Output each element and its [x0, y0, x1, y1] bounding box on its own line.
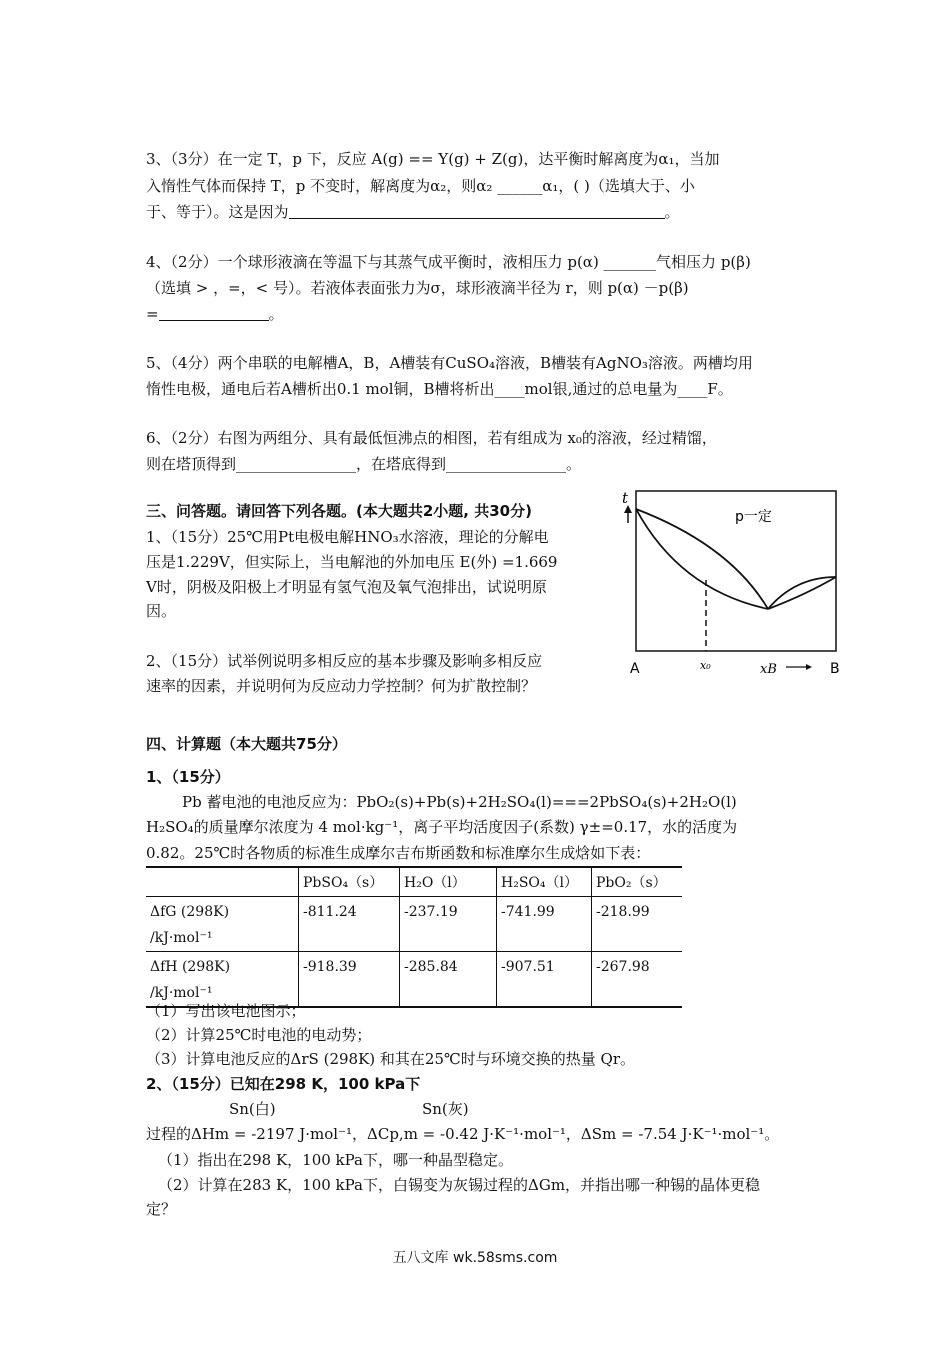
sec3-q1-line2: 压是1.229V，但实际上，当电解池的外加电压 E(外) =1.669: [146, 553, 558, 571]
table-header-row: [146, 867, 682, 897]
thermo-data-table: [146, 866, 682, 1008]
sec4-q2-head-text: 2、（15分）已知在298 K，100 kPa下: [146, 1075, 421, 1093]
diagram-pressure-label: p一定: [735, 509, 772, 525]
sec4-q2-sub2a: （2）计算在283 K，100 kPa下，白锡变为灰锡过程的ΔGm，并指出哪一种锡的晶体更稳: [158, 1176, 761, 1194]
table-row: [146, 897, 682, 952]
diagram-A-label: A: [630, 661, 640, 677]
table-header-cell: H₂SO₄（l）: [497, 867, 592, 897]
sec4-q2-line1: 过程的ΔHm = -2197 J·mol⁻¹，ΔCp,m = -0.42 J·K⁻¹·mol⁻¹，ΔSm = -7.54 J·K⁻¹·mol⁻¹。: [146, 1125, 780, 1143]
table-row-label: [146, 952, 299, 1008]
footer-watermark: 五八文库 wk.58sms.com: [392, 1250, 558, 1266]
table-header-cell: PbO₂（s）: [592, 867, 683, 897]
q4-line1: 4、（2分）一个球形液滴在等温下与其蒸气成平衡时，液相压力 p(α) _______气相压力 p(β): [146, 253, 751, 271]
q3-line3-text: 于、等于）。这是因为: [146, 203, 289, 221]
table-cell: -907.51: [497, 952, 592, 1008]
table-header-cell: PbSO₄（s）: [299, 867, 400, 897]
q6-line1: 6、（2分）右图为两组分、具有最低恒沸点的相图，若有组成为 x₀的溶液，经过精馏，: [146, 429, 717, 447]
diagram-t-label: t: [622, 489, 629, 507]
sec3-q1-line4: 因。: [146, 602, 177, 620]
diagram-x0-label: x₀: [700, 659, 711, 672]
q3-line1: 3、（3分）在一定 T，p 下，反应 A(g) == Y(g) + Z(g)，达平衡时解离度为α₁，当加: [146, 150, 720, 168]
q3-line3: 于、等于）。这是因为 。: [146, 203, 680, 221]
row-label-line1: ΔfH (298K): [150, 959, 231, 975]
section3-title: 三、问答题。请回答下列各题。(本大题共2小题, 共30分): [146, 502, 532, 520]
sec3-q2-line2: 速率的因素，并说明何为反应动力学控制？何为扩散控制？: [146, 677, 537, 695]
sec4-q2-sub1: （1）指出在298 K，100 kPa下，哪一种晶型稳定。: [158, 1151, 513, 1169]
q4-line3-end: 。: [268, 305, 284, 323]
liquidus-right-curve: [768, 577, 836, 609]
sec3-q1-line3: V时，阴极及阳极上才明显有氢气泡及氧气泡排出，试说明原: [146, 578, 547, 596]
row-label-line2: /kJ·mol⁻¹: [150, 985, 213, 1001]
sn-white-label: Sn(白): [229, 1100, 276, 1118]
q5-line2: 惰性电极，通电后若A槽析出0.1 mol铜，B槽将析出____mol银,通过的总电量为____F。: [146, 380, 733, 398]
diagram-xB-label: xB: [760, 662, 777, 677]
sec4-q1-line1: Pb 蓄电池的电池反应为：PbO₂(s)+Pb(s)+2H₂SO₄(l)===2PbSO₄(s)+2H₂O(l): [182, 793, 737, 811]
sec3-q1-line1: 1、（15分）25℃用Pt电极电解HNO₃水溶液，理论的分解电: [146, 528, 549, 546]
q3-answer-blank: [289, 204, 665, 219]
table-row-label: [146, 897, 299, 952]
sn-grey-label: Sn(灰): [422, 1100, 469, 1118]
q3-line2: 入惰性气体而保持 T，p 不变时，解离度为α₂，则α₂ ______α₁，( )（选填大于、小: [146, 177, 695, 195]
sec4-q1-sub3: （3）计算电池反应的ΔrS (298K) 和其在25℃时与环境交换的热量 Qr。: [146, 1050, 636, 1068]
q4-line3: [146, 303, 284, 325]
sec4-q1-line2: H₂SO₄的质量摩尔浓度为 4 mol·kg⁻¹，离子平均活度因子(系数) γ±=0.17，水的活度为: [146, 818, 738, 836]
q4-line2: （选填 > ，=，< 号）。若液体表面张力为σ，球形液滴半径为 r，则 p(α) －p(β): [146, 279, 689, 297]
xB-arrowhead: [806, 664, 812, 670]
row-label-line2: /kJ·mol⁻¹: [150, 930, 213, 946]
diagram-B-label: B: [830, 661, 840, 677]
sec3-q2-line1: 2、（15分）试举例说明多相反应的基本步骤及影响多相反应: [146, 652, 543, 670]
table-cell: -237.19: [400, 897, 497, 952]
sec4-q1-sub2: （2）计算25℃时电池的电动势；: [146, 1026, 372, 1044]
table-cell: -267.98: [592, 952, 683, 1008]
table-header-cell: H₂O（l）: [400, 867, 497, 897]
table-cell: -918.39: [299, 952, 400, 1008]
table-cell: -218.99: [592, 897, 683, 952]
section4-title: 四、计算题（本大题共75分）: [146, 735, 347, 753]
table-cell: -811.24: [299, 897, 400, 952]
table-row: [146, 952, 682, 1008]
table-cell: -285.84: [400, 952, 497, 1008]
sec4-q1-head: 1、（15分）: [146, 768, 230, 786]
phase-diagram: [620, 485, 850, 685]
table-cell: -741.99: [497, 897, 592, 952]
sec4-q2-sub2b: 定？: [146, 1200, 177, 1218]
sec4-q1-sub1: （1）写出该电池图示；: [146, 1002, 306, 1020]
q6-line2: 则在塔顶得到________________，在塔底得到________________。: [146, 455, 582, 473]
q5-line1: 5、（4分）两个串联的电解槽A，B，A槽装有CuSO₄溶液，B槽装有AgNO₃溶液。两槽均用: [146, 354, 753, 372]
q4-line3-eq: =: [146, 305, 159, 323]
sec4-q1-line3: 0.82。25℃时各物质的标准生成摩尔吉布斯函数和标准摩尔生成焓如下表：: [146, 844, 651, 862]
row-label-line1: ΔfG (298K): [150, 904, 230, 920]
q4-answer-blank: [159, 306, 269, 321]
sec4-q2-head: [146, 1073, 420, 1095]
table-header-cell: [146, 867, 299, 897]
